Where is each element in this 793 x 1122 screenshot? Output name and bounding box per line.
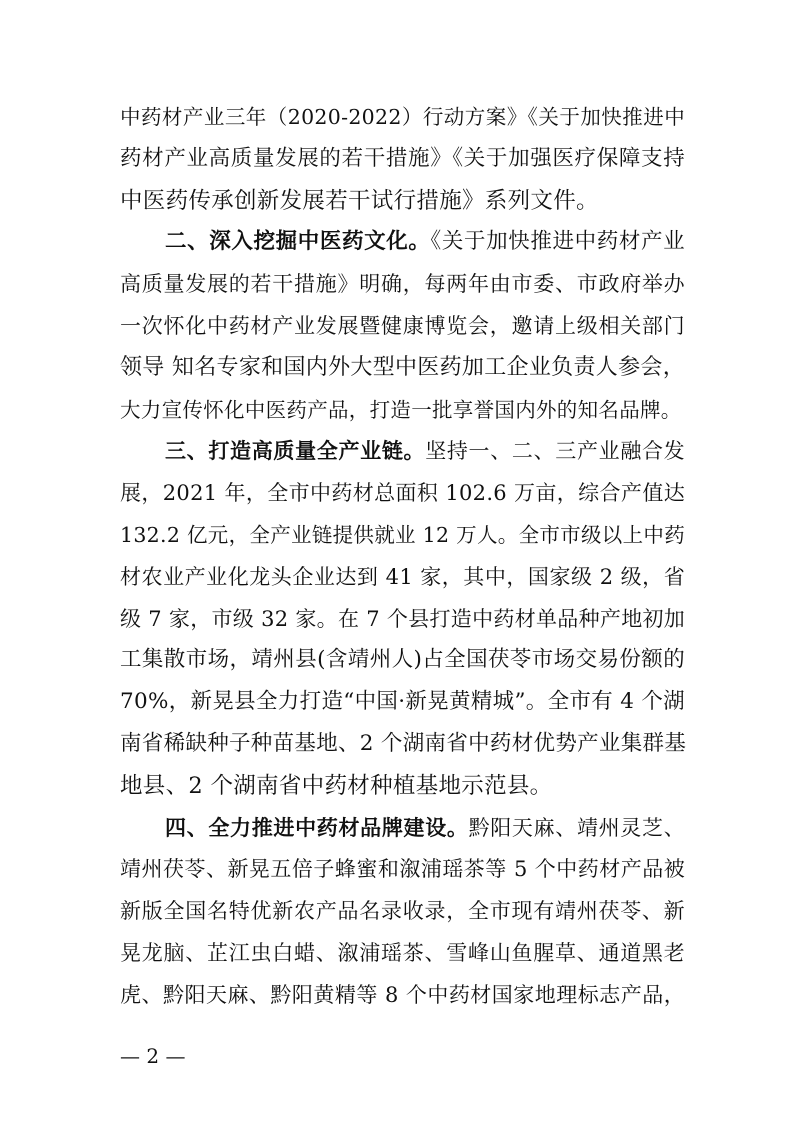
text-line	[120, 608, 685, 630]
text-line	[120, 440, 685, 462]
line-text: 《关于加快推进中药材产业	[430, 229, 685, 255]
line-text: 坚持一、二、三产业融合发	[425, 439, 685, 464]
section-heading: 三、打造高质量全产业链。	[165, 439, 426, 464]
line-text: 70%，新晃县全力打造“中国·新晃黄精城”。全市有 4 个湖	[120, 689, 685, 715]
line-text: 材农业产业化龙头企业达到 41 家，其中，国家级 2 级，省	[120, 564, 685, 589]
line-text: 领导 知名专家和国内外大型中医药加工企业负责人参会，	[120, 354, 685, 380]
line-text: 中医药传承创新发展若干试行措施》系列文件。	[120, 187, 599, 214]
text-line	[120, 984, 685, 1006]
text-line	[120, 730, 687, 756]
text-line	[120, 187, 685, 214]
text-line	[120, 858, 685, 880]
text-line	[120, 524, 685, 546]
line-text: 工集散市场，靖州县(含靖州人)占全国茯苓市场交易份额的	[120, 647, 685, 673]
text-line	[120, 106, 685, 128]
line-text: 新版全国名特优新农产品名录收录，全市现有靖州茯苓、新	[120, 899, 685, 924]
line-text: 虎、黔阳天麻、黔阳黄精等 8 个中药材国家地理标志产品，	[120, 982, 685, 1007]
line-text: 高质量发展的若干措施》明确，每两年由市委、市政府举办	[120, 272, 685, 297]
text-line	[120, 315, 685, 337]
text-line	[120, 399, 685, 421]
text-line	[120, 817, 685, 839]
document-body	[120, 106, 685, 1026]
line-text: 晃龙脑、芷江虫白蜡、溆浦瑶茶、雪峰山鱼腥草、通道黑老	[120, 940, 685, 965]
text-line	[120, 691, 685, 713]
line-text: 药材产业高质量发展的若干措施》《关于加强医疗保障支持	[120, 145, 685, 171]
line-text: 中药材产业三年（2020-2022）行动方案》《关于加快推进中	[120, 105, 685, 129]
line-text: 南省稀缺种子种苗基地、2 个湖南省中药材优势产业集群基	[120, 730, 687, 756]
text-line	[120, 772, 685, 799]
text-line	[120, 900, 685, 922]
line-text: 132.2 亿元，全产业链提供就业 12 万人。全市市级以上中药	[120, 522, 685, 547]
text-line	[120, 273, 685, 295]
line-text: 一次怀化中药材产业发展暨健康博览会，邀请上级相关部门	[120, 313, 685, 338]
section-heading: 四、全力推进中药材品牌建设。	[165, 815, 469, 840]
line-text: 黔阳天麻、靖州灵芝、	[468, 815, 686, 840]
text-line	[120, 482, 685, 504]
text-line	[120, 942, 685, 964]
text-line	[120, 231, 685, 253]
text-line	[120, 354, 685, 380]
text-line	[120, 649, 685, 671]
text-line	[120, 566, 685, 588]
line-text: 展，2021 年，全市中药材总面积 102.6 万亩，综合产值达	[120, 481, 685, 506]
line-text: 靖州茯苓、新晃五倍子蜂蜜和溆浦瑶茶等 5 个中药材产品被	[120, 857, 685, 882]
text-line	[120, 145, 685, 171]
page-number: — 2 —	[120, 1044, 186, 1068]
line-text: 级 7 家，市级 32 家。在 7 个县打造中药材单品种产地初加	[120, 606, 686, 631]
line-text: 大力宣传怀化中医药产品，打造一批享誉国内外的知名品牌。	[120, 397, 682, 422]
section-heading: 二、深入挖掘中医药文化。	[165, 229, 431, 255]
line-text: 地县、2 个湖南省中药材种植基地示范县。	[120, 772, 553, 799]
